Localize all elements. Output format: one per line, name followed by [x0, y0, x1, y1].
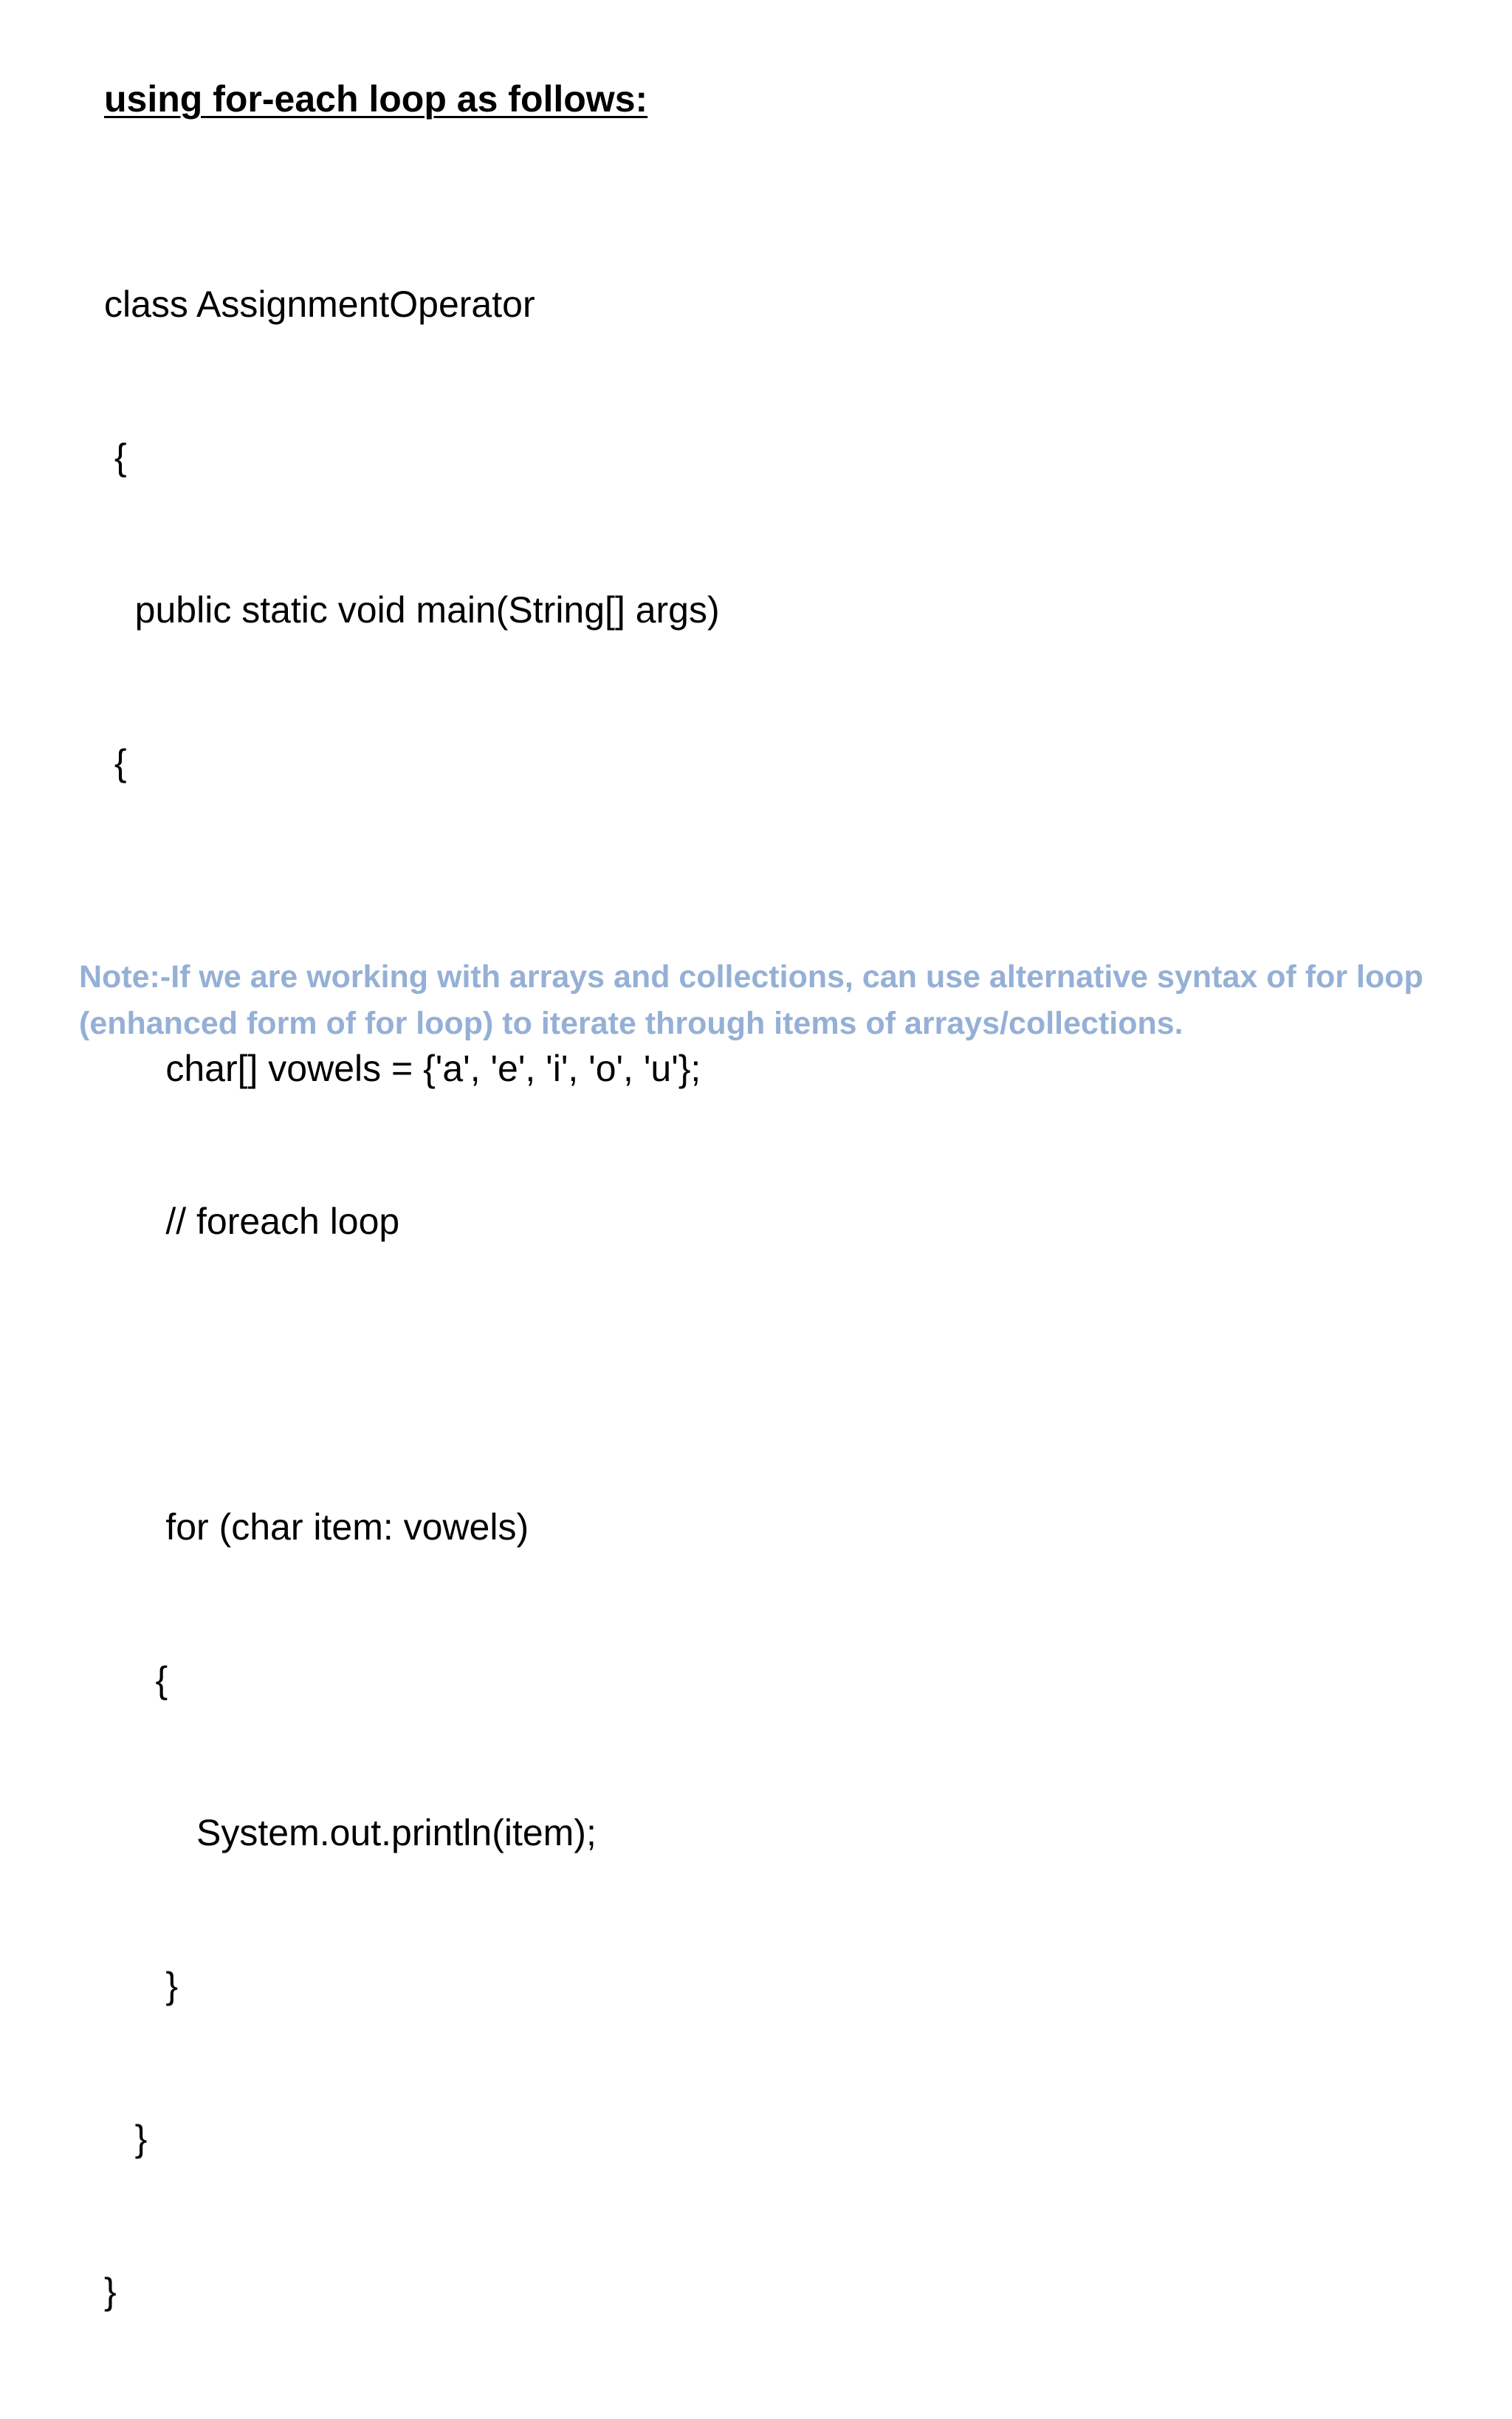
- code-line: for (char item: vowels): [104, 1506, 529, 1548]
- code-line: {: [104, 1659, 168, 1701]
- code-line: }: [104, 2118, 148, 2159]
- slide-heading: using for-each loop as follows:: [104, 78, 648, 120]
- code-line: {: [104, 436, 127, 478]
- code-block: [104, 177, 720, 2419]
- code-line: char[] vowels = {'a', 'e', 'i', 'o', 'u'};: [104, 1048, 701, 1089]
- code-line: {: [104, 742, 127, 783]
- code-line: public static void main(String[] args): [104, 589, 720, 631]
- code-line: class AssignmentOperator: [104, 284, 535, 325]
- code-line: [104, 1349, 720, 1400]
- code-line: }: [104, 2271, 117, 2312]
- code-line: // foreach loop: [104, 1201, 400, 1242]
- code-line: [104, 891, 720, 941]
- code-line: }: [104, 1965, 179, 2006]
- note-text: Note:-If we are working with arrays and collections, can use alternative syntax of for loop (enhanced form of for loop) to iterate through items of arrays/collections.: [79, 959, 1423, 1041]
- code-line: System.out.println(item);: [104, 1812, 597, 1853]
